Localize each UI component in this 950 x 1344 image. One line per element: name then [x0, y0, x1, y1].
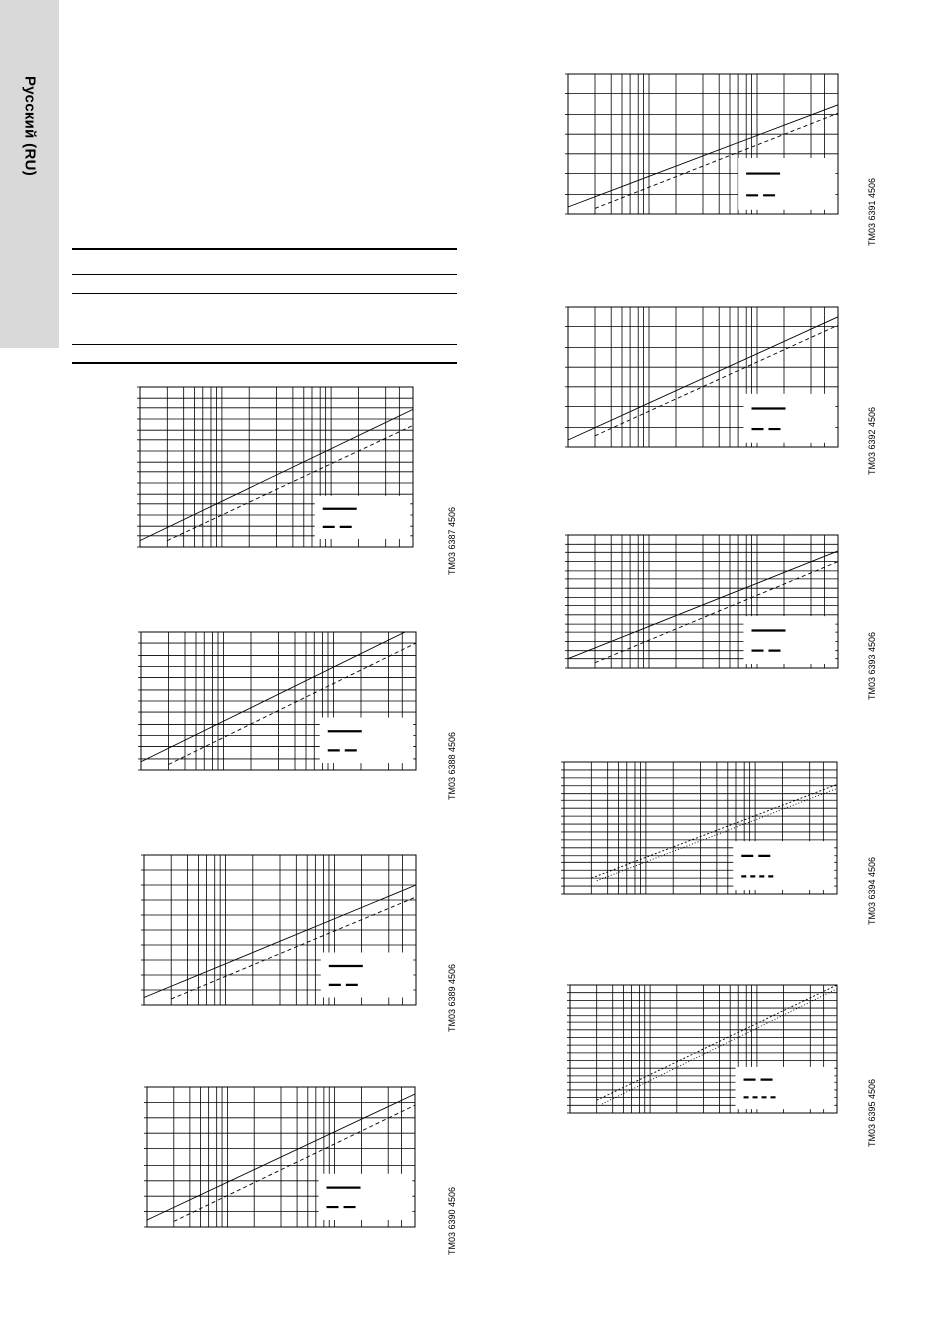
- figure-code: TM03 6393 4506: [867, 631, 877, 701]
- table-row-divider: [72, 274, 457, 275]
- performance-chart-2: [141, 632, 416, 770]
- performance-chart-3: [144, 855, 416, 1005]
- chart-plot-area: [141, 632, 416, 770]
- performance-chart-7: [568, 535, 838, 668]
- table-top-rule: [72, 248, 457, 250]
- performance-chart-8: [564, 762, 837, 894]
- table-bottom-rule: [72, 362, 457, 364]
- legend-box: [744, 616, 836, 664]
- table-row-divider: [72, 293, 457, 294]
- performance-chart-5: [568, 74, 838, 214]
- language-label: Русский (RU): [21, 75, 39, 177]
- figure-code: TM03 6392 4506: [867, 406, 877, 476]
- figure-code: TM03 6391 4506: [867, 177, 877, 247]
- legend-box: [736, 1067, 835, 1109]
- table-row-divider: [72, 344, 457, 345]
- legend-box: [315, 496, 411, 539]
- figure-code: TM03 6388 4506: [447, 731, 457, 801]
- figure-code: TM03 6389 4506: [447, 963, 457, 1033]
- performance-chart-6: [568, 307, 838, 447]
- legend-box: [320, 718, 414, 764]
- chart-plot-area: [568, 535, 838, 668]
- legend-box: [738, 158, 835, 210]
- chart-plot-area: [568, 74, 838, 214]
- legend-box: [319, 1174, 413, 1220]
- legend-box: [744, 394, 836, 443]
- language-side-tab: [0, 0, 59, 348]
- chart-plot-area: [570, 985, 837, 1113]
- legend-box: [733, 841, 834, 890]
- chart-plot-area: [564, 762, 837, 894]
- performance-chart-1: [140, 387, 413, 547]
- performance-chart-9: [570, 985, 837, 1113]
- chart-plot-area: [144, 855, 416, 1005]
- chart-plot-area: [568, 307, 838, 447]
- performance-chart-4: [147, 1087, 415, 1227]
- chart-plot-area: [140, 387, 413, 547]
- figure-code: TM03 6394 4506: [867, 856, 877, 926]
- figure-code: TM03 6390 4506: [447, 1186, 457, 1256]
- chart-plot-area: [147, 1087, 415, 1227]
- legend-box: [321, 953, 413, 998]
- figure-code: TM03 6387 4506: [447, 506, 457, 576]
- figure-code: TM03 6395 4506: [867, 1078, 877, 1148]
